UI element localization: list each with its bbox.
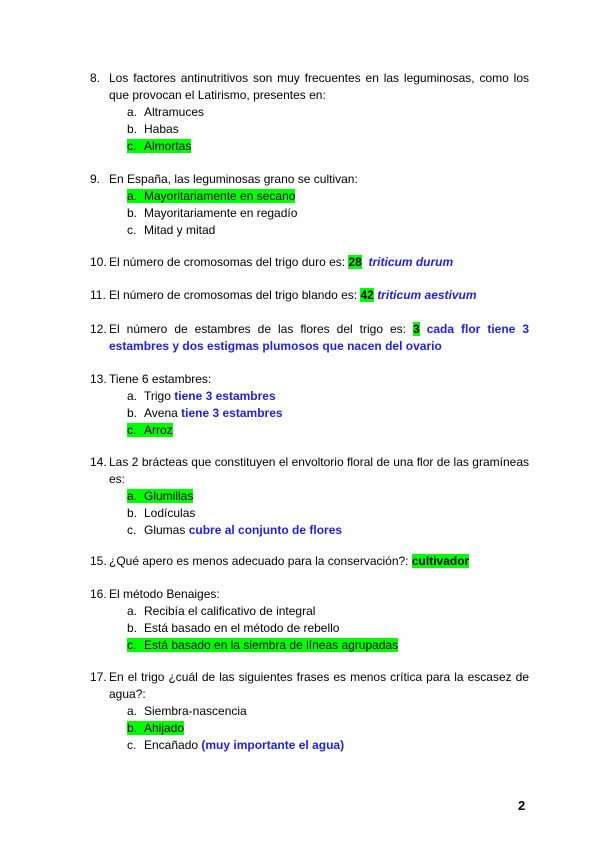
option-text: Mayoritariamente en regadío [144, 206, 298, 220]
answer-note: cada flor tiene 3 estambres y dos estigmas plumosos que nacen del ovario [109, 322, 530, 353]
option-letter: c. [127, 223, 137, 237]
question-number: 8. [90, 71, 101, 85]
option-text: Almortas [144, 139, 192, 153]
question-stem: El número de cromosomas del trigo blando es: [109, 288, 358, 302]
option-text: Avena [144, 406, 178, 420]
option-c-correct [127, 422, 529, 439]
answer-note: triticum aestivum [377, 288, 477, 302]
options-list [127, 488, 529, 539]
option-text: Está basado en la siembra de líneas agrupadas [144, 638, 399, 652]
question-text: El método Benaiges: [109, 587, 220, 601]
option-letter: c. [127, 738, 137, 752]
question-number: 15. [90, 554, 107, 568]
option-a-correct [127, 488, 529, 505]
question-12 [90, 321, 529, 355]
option-text: Ahijado [144, 721, 185, 735]
option-a [127, 388, 529, 405]
option-letter: c. [127, 638, 137, 652]
question-text: Los factores antinutritivos son muy frecuentes en las leguminosas, como los que provocan el Latirismo, presentes en: [109, 71, 529, 102]
option-text: Habas [144, 122, 179, 136]
option-c-correct [127, 637, 529, 654]
question-15 [90, 553, 529, 570]
page-number: 2 [518, 798, 526, 813]
option-note: tiene 3 estambres [174, 389, 276, 403]
option-b [127, 205, 529, 222]
question-17 [90, 669, 529, 754]
question-number: 16. [90, 587, 107, 601]
option-a [127, 104, 529, 121]
option-text: Está basado en el método de rebello [144, 621, 340, 635]
options-list [127, 703, 529, 754]
option-letter: a. [127, 105, 138, 119]
option-letter: c. [127, 523, 137, 537]
question-number: 14. [90, 455, 107, 469]
question-text [109, 321, 529, 355]
option-letter: b. [127, 621, 138, 635]
answer-highlight: cultivador [411, 554, 470, 568]
option-text: Siembra-nascencia [144, 704, 247, 718]
question-stem: El número de cromosomas del trigo duro es: [109, 255, 346, 269]
question-number: 10. [90, 255, 107, 269]
option-b [127, 405, 529, 422]
option-letter: b. [127, 406, 138, 420]
question-stem: El número de estambres de las flores del trigo es: [109, 322, 406, 336]
option-text: Lodículas [144, 506, 196, 520]
option-text: Encañado [144, 738, 199, 752]
question-16 [90, 586, 529, 654]
option-letter: b. [127, 122, 138, 136]
question-8 [90, 70, 529, 155]
option-b [127, 121, 529, 138]
question-number: 13. [90, 372, 107, 386]
options-list [127, 188, 529, 239]
question-text: Las 2 brácteas que constituyen el envoltorio floral de una flor de las gramíneas es: [109, 455, 529, 486]
option-text: Glumas [144, 523, 186, 537]
question-stem: ¿Qué apero es menos adecuado para la conservación?: [109, 554, 409, 568]
question-text: Tiene 6 estambres: [109, 372, 212, 386]
question-10 [90, 254, 529, 271]
option-letter: a. [127, 704, 138, 718]
question-text: En España, las leguminosas grano se cultivan: [109, 172, 358, 186]
option-letter: a. [127, 389, 138, 403]
question-number: 12. [90, 322, 107, 336]
question-14 [90, 454, 529, 539]
option-b [127, 505, 529, 522]
option-note: tiene 3 estambres [181, 406, 283, 420]
option-b [127, 620, 529, 637]
question-number: 11. [90, 288, 106, 302]
option-letter: a. [127, 189, 138, 203]
answer-note: triticum durum [368, 255, 454, 269]
option-c [127, 737, 529, 754]
option-text: Mayoritariamente en secano [144, 189, 296, 203]
option-letter: b. [127, 506, 138, 520]
option-a [127, 703, 529, 720]
question-text: En el trigo ¿cuál de las siguientes frases es menos crítica para la escasez de agua?: [109, 670, 529, 701]
answer-highlight: 28 [348, 255, 362, 269]
question-number: 9. [90, 172, 101, 186]
question-11 [90, 287, 529, 304]
option-text: Trigo [144, 389, 171, 403]
question-number: 17. [90, 670, 107, 684]
answer-highlight: 42 [360, 288, 374, 302]
option-letter: a. [127, 489, 138, 503]
question-text [109, 287, 529, 304]
question-9 [90, 171, 529, 239]
option-text: Arroz [144, 423, 173, 437]
options-list [127, 388, 529, 439]
answer-highlight: 3 [413, 322, 420, 336]
option-text: Glumillas [144, 489, 194, 503]
option-letter: b. [127, 721, 138, 735]
question-text [109, 254, 529, 271]
options-list [127, 104, 529, 155]
option-c-correct [127, 138, 529, 155]
question-text [109, 553, 529, 570]
option-a-correct [127, 188, 529, 205]
option-a [127, 603, 529, 620]
option-text: Altramuces [144, 105, 205, 119]
option-letter: a. [127, 604, 138, 618]
option-c [127, 522, 529, 539]
option-letter: b. [127, 206, 138, 220]
question-13 [90, 371, 529, 439]
option-letter: c. [127, 423, 137, 437]
option-b-correct [127, 720, 529, 737]
option-text: Recibía el calificativo de integral [144, 604, 316, 618]
option-note: (muy importante el agua) [201, 738, 345, 752]
option-letter: c. [127, 139, 137, 153]
option-c [127, 222, 529, 239]
option-text: Mitad y mitad [144, 223, 216, 237]
options-list [127, 603, 529, 654]
option-note: cubre al conjunto de flores [188, 523, 343, 537]
